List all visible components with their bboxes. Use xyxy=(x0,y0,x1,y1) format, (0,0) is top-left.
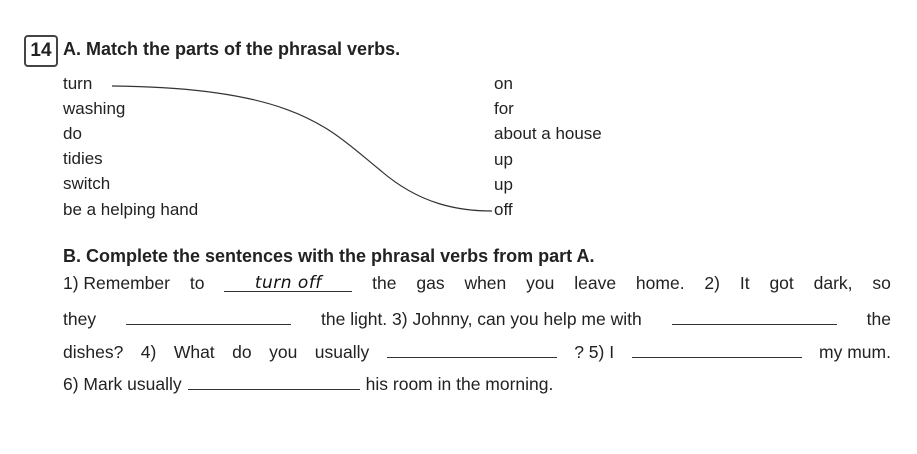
part-a-heading: A. Match the parts of the phrasal verbs. xyxy=(63,39,401,59)
exercise-number: 14 xyxy=(24,35,58,67)
left-item: do xyxy=(63,124,82,143)
right-item: for xyxy=(494,99,514,118)
answer-blank-5[interactable] xyxy=(632,339,802,358)
left-item: tidies xyxy=(63,149,103,168)
left-item: turn xyxy=(63,74,93,93)
answer-blank-2[interactable] xyxy=(126,306,291,325)
handwritten-answer: turn off xyxy=(254,273,322,293)
right-item: about a house xyxy=(494,124,602,143)
sentence-line-2: they the light. 3) Johnny, can you help me with the xyxy=(63,306,891,330)
answer-blank-3[interactable] xyxy=(672,306,837,325)
left-item: washing xyxy=(63,99,126,118)
part-b-heading: B. Complete the sentences with the phrasal verbs from part A. xyxy=(63,246,595,266)
right-item: up xyxy=(494,150,513,169)
answer-blank-1[interactable] xyxy=(224,273,352,292)
answer-blank-4[interactable] xyxy=(387,339,557,358)
right-item: up xyxy=(494,175,513,194)
right-item: off xyxy=(494,200,513,219)
sentence-line-3: dishes? 4) What do you usually ? 5) I my mum. xyxy=(63,339,891,363)
sentence-line-4: 6) Mark usually his room in the morning. xyxy=(63,371,891,395)
right-item: on xyxy=(494,74,513,93)
answer-blank-6[interactable] xyxy=(188,371,360,390)
left-item: switch xyxy=(63,174,111,193)
sentence-line-1: 1) Remember to turn off the gas when you leave home. 2) It got dark, so xyxy=(63,273,891,293)
left-item: be a helping hand xyxy=(63,200,199,219)
